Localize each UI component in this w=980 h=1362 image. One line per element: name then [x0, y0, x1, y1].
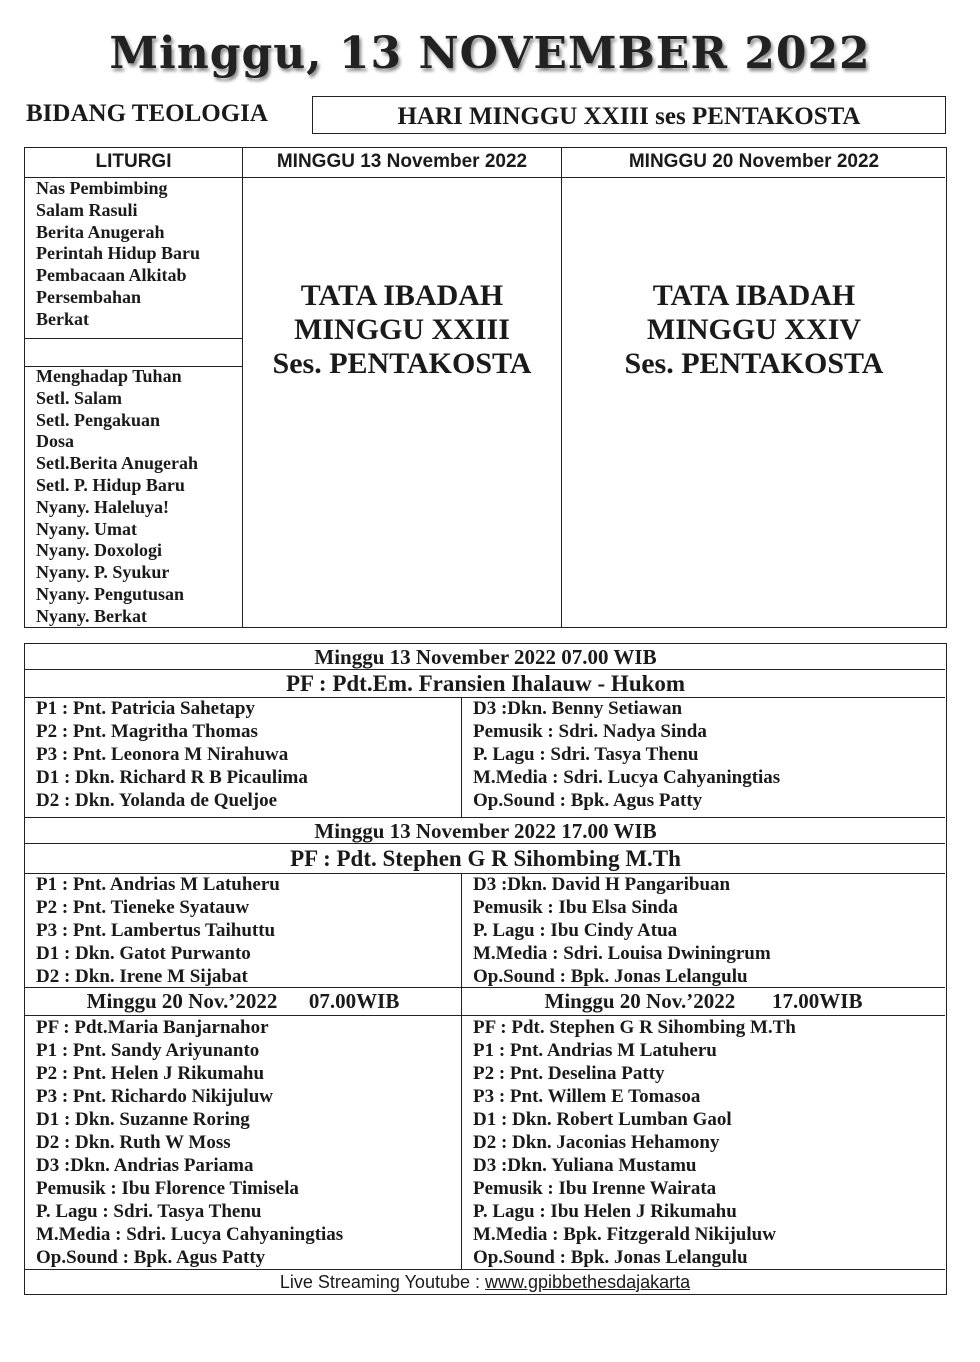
list-item: P2 : Pnt. Tieneke Syatauw — [36, 897, 250, 918]
liturgy-table — [24, 147, 947, 628]
session-1-time: Minggu 13 November 2022 07.00 WIB — [314, 645, 657, 669]
list-item: Setl. Salam — [36, 387, 123, 408]
list-item: Op.Sound : Bpk. Agus Patty — [473, 790, 703, 811]
list-item: Nyany. Doxologi — [36, 540, 163, 561]
list-item: D2 : Dkn. Irene M Sijabat — [36, 966, 248, 987]
list-item: P3 : Pnt. Richardo Nikijuluw — [36, 1086, 273, 1107]
live-streaming-label: Live Streaming Youtube : — [279, 1272, 485, 1292]
list-item: M.Media : Sdri. Lucya Cahyaningtias — [36, 1224, 344, 1245]
schedule-table — [24, 643, 947, 1295]
list-item: Nyany. Berkat — [36, 605, 148, 626]
list-item: Persembahan — [36, 286, 141, 307]
header-minggu-13: MINGGU 13 November 2022 — [276, 151, 528, 172]
header-minggu-20: MINGGU 20 November 2022 — [628, 151, 880, 172]
list-item: D2 : Dkn. Ruth W Moss — [36, 1132, 231, 1153]
list-item: Nyany. Pengutusan — [36, 583, 185, 604]
list-item: D3 :Dkn. Andrias Pariama — [36, 1155, 254, 1176]
list-item: Nyany. Umat — [36, 518, 138, 539]
session-2-time: Minggu 13 November 2022 17.00 WIB — [314, 819, 657, 843]
session-2-right — [462, 873, 945, 988]
bidang-label: BIDANG TEOLOGIA — [26, 100, 268, 127]
list-item: Setl. P. Hidup Baru — [36, 474, 185, 495]
list-item: Pemusik : Ibu Florence Timisela — [36, 1178, 299, 1199]
list-item: P2 : Pnt. Deselina Patty — [473, 1063, 665, 1084]
liturgy-list-top — [25, 178, 242, 331]
tata-ibadah-minggu-xxiv: TATA IBADAH MINGGU XXIV Ses. PENTAKOSTA — [624, 279, 884, 380]
list-item: P1 : Pnt. Andrias M Latuheru — [473, 1040, 717, 1061]
session-1-pf: PF : Pdt.Em. Fransien Ihalauw - Hukom — [285, 671, 686, 696]
list-item: Setl.Berita Anugerah — [36, 453, 198, 474]
session-1-right — [462, 697, 945, 812]
list-item: Pemusik : Ibu Irenne Wairata — [473, 1178, 717, 1199]
list-item: D1 : Dkn. Gatot Purwanto — [36, 943, 251, 964]
list-item: P2 : Pnt. Magritha Thomas — [36, 721, 258, 742]
list-item: M.Media : Sdri. Lucya Cahyaningtias — [473, 767, 781, 788]
list-item: D1 : Dkn. Suzanne Roring — [36, 1109, 250, 1130]
list-item: Dosa — [36, 431, 75, 452]
live-streaming-footer — [25, 1270, 945, 1294]
list-item: PF : Pdt. Stephen G R Sihombing M.Th — [473, 1017, 796, 1038]
list-item: D3 :Dkn. Yuliana Mustamu — [473, 1155, 697, 1176]
list-item: P2 : Pnt. Helen J Rikumahu — [36, 1063, 265, 1084]
list-item: P3 : Pnt. Leonora M Nirahuwa — [36, 744, 289, 765]
session-2-pf: PF : Pdt. Stephen G R Sihombing M.Th — [290, 846, 681, 871]
list-item: M.Media : Sdri. Louisa Dwiningrum — [473, 943, 771, 964]
tata-ibadah-minggu-xxiii: TATA IBADAH MINGGU XXIII Ses. PENTAKOSTA — [272, 279, 532, 380]
list-item: Setl. Pengakuan — [36, 409, 161, 430]
list-item: PF : Pdt.Maria Banjarnahor — [36, 1017, 269, 1038]
list-item: Menghadap Tuhan — [36, 366, 182, 386]
list-item: Nyany. P. Syukur — [36, 562, 170, 583]
list-item: Op.Sound : Bpk. Jonas Lelangulu — [473, 1247, 748, 1268]
youtube-channel-link[interactable]: www.gpibbethesdajakarta — [485, 1272, 691, 1292]
list-item: P3 : Pnt. Willem E Tomasoa — [473, 1086, 701, 1107]
list-item: P1 : Pnt. Patricia Sahetapy — [36, 698, 256, 719]
page-title: Minggu, 13 NOVEMBER 2022 — [109, 28, 871, 79]
list-item: D1 : Dkn. Richard R B Picaulima — [36, 767, 308, 788]
list-item: P. Lagu : Ibu Helen J Rikumahu — [473, 1201, 737, 1222]
session-3-left-time: Minggu 20 Nov.’2022 07.00WIB — [86, 989, 400, 1013]
list-item: Nas Pembimbing — [36, 178, 168, 198]
list-item: D2 : Dkn. Yolanda de Queljoe — [36, 790, 278, 811]
list-item: D2 : Dkn. Jaconias Hehamony — [473, 1132, 720, 1153]
list-item: Op.Sound : Bpk. Agus Patty — [36, 1247, 266, 1268]
session-1-left — [25, 697, 461, 812]
session-3-left — [25, 1016, 461, 1269]
list-item: Nyany. Haleluya! — [36, 496, 170, 517]
list-item: D3 :Dkn. Benny Setiawan — [473, 698, 683, 719]
list-item: P. Lagu : Ibu Cindy Atua — [473, 920, 678, 941]
list-item: Op.Sound : Bpk. Jonas Lelangulu — [473, 966, 748, 987]
list-item: Pemusik : Sdri. Nadya Sinda — [473, 721, 707, 742]
liturgy-list-bottom — [25, 366, 242, 628]
list-item: Berkat — [36, 308, 89, 329]
list-item: P3 : Pnt. Lambertus Taihuttu — [36, 920, 276, 941]
list-item: D3 :Dkn. David H Pangaribuan — [473, 874, 731, 895]
list-item: Pemusik : Ibu Elsa Sinda — [473, 897, 678, 918]
list-item: P1 : Pnt. Sandy Ariyunanto — [36, 1040, 260, 1061]
list-item: M.Media : Bpk. Fitzgerald Nikijuluw — [473, 1224, 776, 1245]
hari-minggu-box: HARI MINGGU XXIII ses PENTAKOSTA — [312, 96, 946, 134]
header-liturgi: LITURGI — [95, 151, 172, 172]
list-item: P. Lagu : Sdri. Tasya Thenu — [473, 744, 699, 765]
list-item: D1 : Dkn. Robert Lumban Gaol — [473, 1109, 732, 1130]
list-item: P. Lagu : Sdri. Tasya Thenu — [36, 1201, 262, 1222]
list-item: Pembacaan Alkitab — [36, 265, 187, 286]
list-item: Berita Anugerah — [36, 221, 165, 242]
list-item: P1 : Pnt. Andrias M Latuheru — [36, 874, 280, 895]
list-item: Perintah Hidup Baru — [36, 243, 201, 264]
session-3-right — [462, 1016, 945, 1269]
session-3-right-time: Minggu 20 Nov.’2022 17.00WIB — [544, 989, 863, 1013]
session-2-left — [25, 873, 461, 988]
list-item: Salam Rasuli — [36, 199, 138, 220]
